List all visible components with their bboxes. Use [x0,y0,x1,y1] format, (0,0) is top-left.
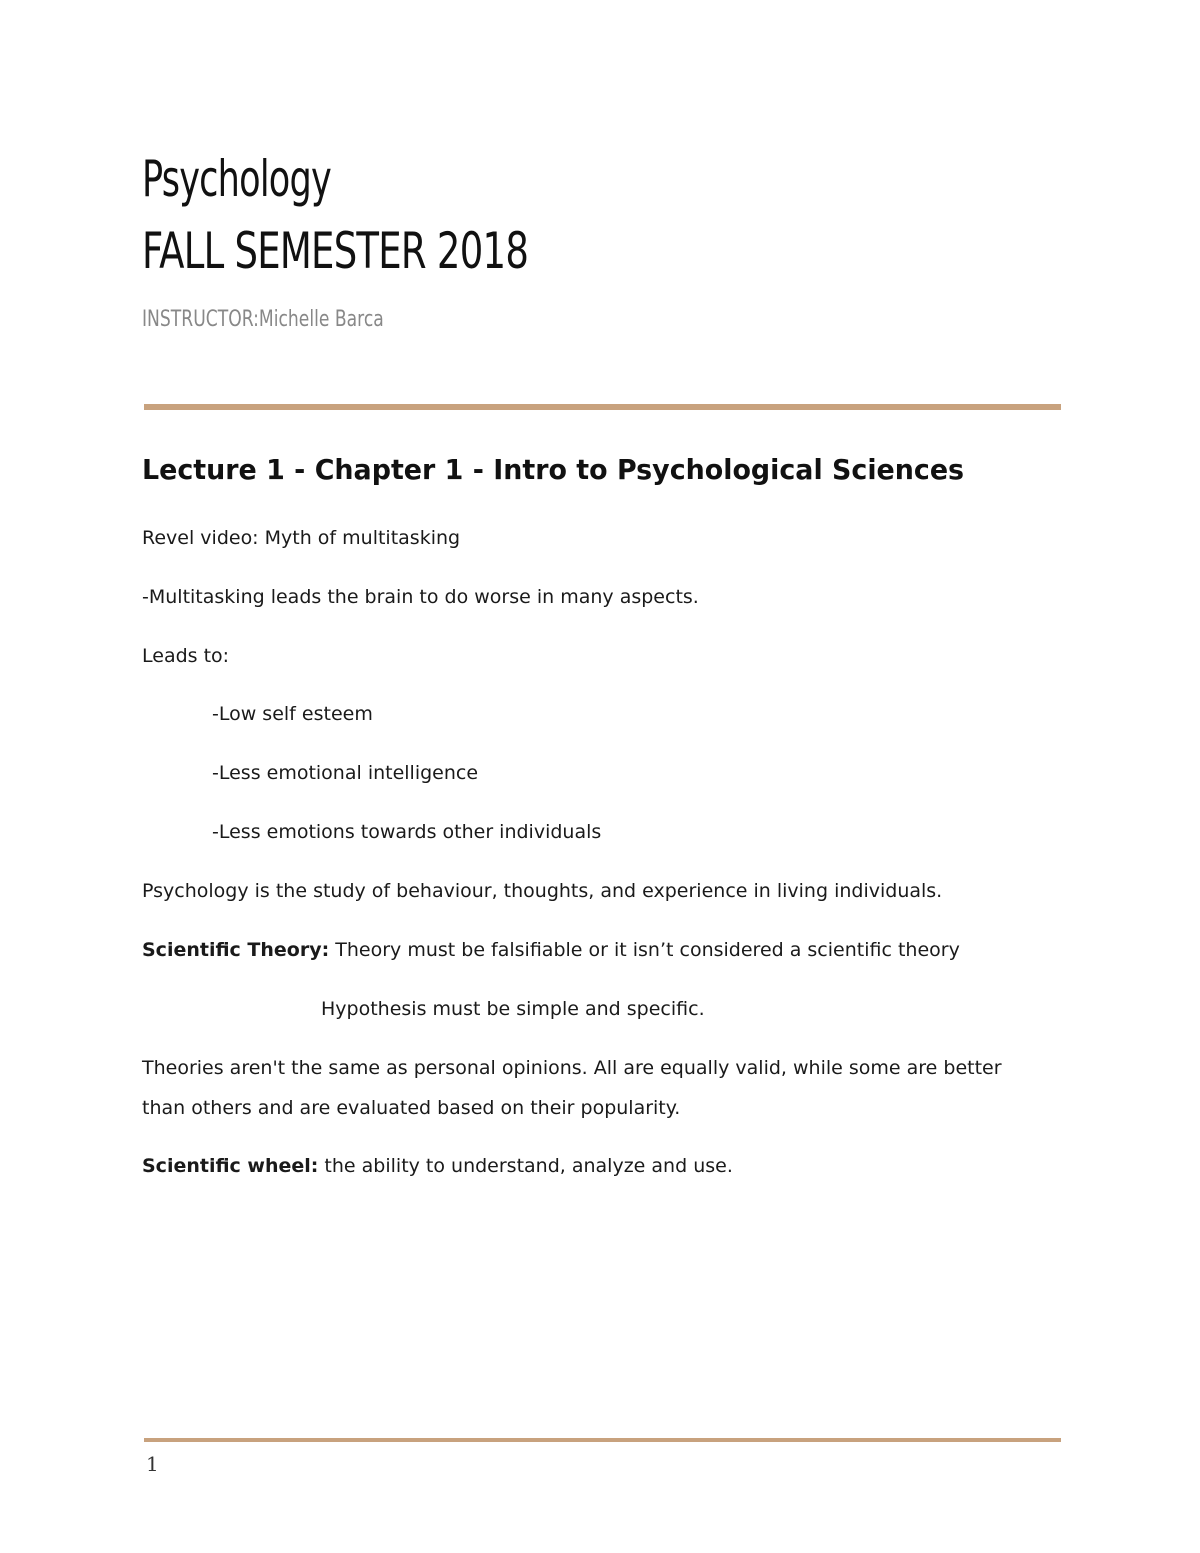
page-number: 1 [146,1452,159,1476]
instructor-label: INSTRUCTOR: [142,307,259,332]
paragraph-theories-line-2: than others and are evaluated based on their popularity. [142,1097,681,1119]
list-item: -Low self esteem [212,703,373,725]
paragraph-psychology-definition: Psychology is the study of behaviour, thoughts, and experience in living individuals. [142,880,943,902]
term-scientific-wheel: Scientific wheel: [142,1155,319,1177]
paragraph-leads-to: Leads to: [142,645,230,667]
term-scientific-theory: Scientific Theory: [142,939,330,961]
list-item: -Less emotions towards other individuals [212,821,602,843]
paragraph-multitasking: -Multitasking leads the brain to do worse in many aspects. [142,586,699,608]
list-item: -Less emotional intelligence [212,762,479,784]
instructor-name: Michelle Barca [258,307,384,332]
document-subtitle: FALL SEMESTER 2018 [142,222,529,280]
paragraph-hypothesis: Hypothesis must be simple and specific. [321,998,705,1020]
paragraph-theories-line-1: Theories aren't the same as personal opinions. All are equally valid, while some are better [142,1057,1002,1079]
paragraph-scientific-wheel [142,1146,733,1186]
header-divider [144,404,1061,410]
definition-scientific-theory: Theory must be falsifiable or it isn’t considered a scientific theory [329,939,960,961]
footer-divider [144,1438,1061,1442]
instructor-line [142,304,384,336]
lecture-heading: Lecture 1 - Chapter 1 - Intro to Psychological Sciences [142,453,965,486]
document-title: Psychology [142,150,331,208]
definition-scientific-wheel: the ability to understand, analyze and use. [318,1155,733,1177]
paragraph-revel-video: Revel video: Myth of multitasking [142,527,461,549]
paragraph-scientific-theory [142,930,960,970]
